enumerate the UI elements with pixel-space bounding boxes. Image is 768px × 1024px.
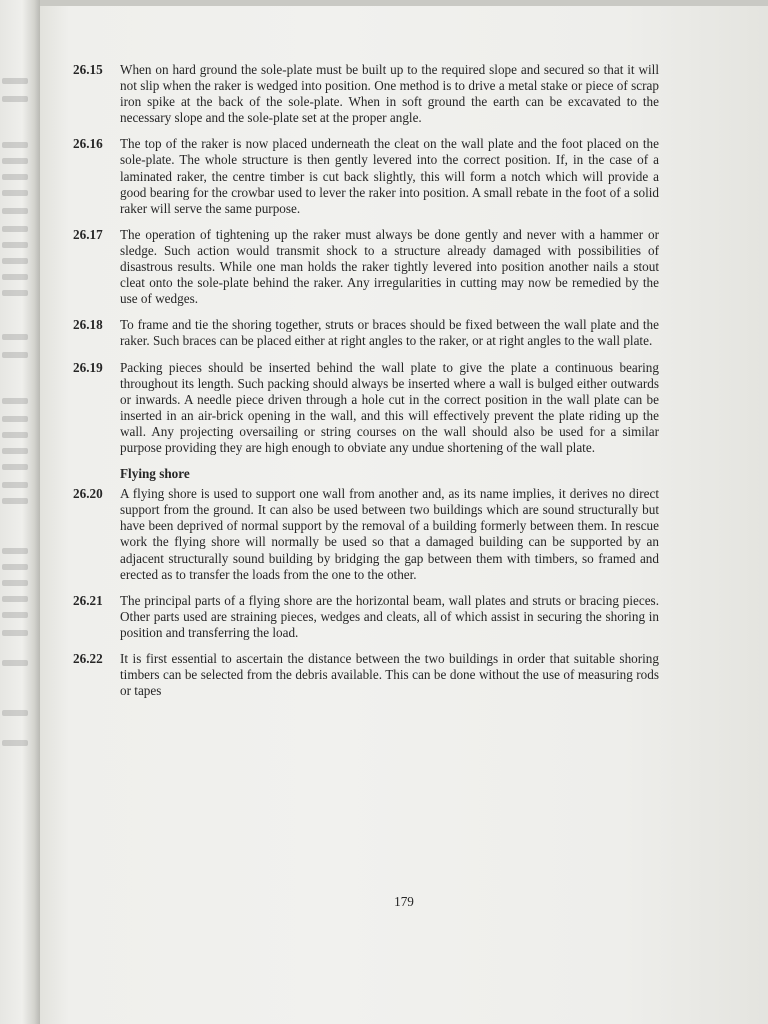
ghost-text-line xyxy=(2,630,28,636)
ghost-text-line xyxy=(2,158,28,164)
paragraph-text: Packing pieces should be inserted behind the wall plate to give the plate a continuous bearing throughout its length. Such packing should always be inserted where a wall is bulged either outwards or inwards. A needle piece driven through a hole cut in the correct position in the wall plate can be inserted in an air-brick opening in the wall, and this will effectively prevent the plate riding up the wall. Any projecting oversailing or string courses on the wall should also be used for a similar purpose providing they are high enough to obviate any undue shortening of the wall plate. xyxy=(120,359,659,455)
ghost-text-line xyxy=(2,274,28,280)
ghost-text-line xyxy=(2,174,28,180)
ghost-text-line xyxy=(2,710,28,716)
ghost-text-line xyxy=(2,242,28,248)
paragraph-number: 26.22 xyxy=(73,651,103,666)
ghost-text-line xyxy=(2,290,28,296)
ghost-text-line xyxy=(2,580,28,586)
ghost-text-line xyxy=(2,78,28,84)
ghost-text-line xyxy=(2,258,28,264)
paragraph-number: 26.17 xyxy=(73,226,103,242)
paragraph-number: 26.15 xyxy=(73,62,103,77)
paragraph-number: 26.20 xyxy=(73,486,103,502)
paragraph-26-18 xyxy=(73,317,659,349)
paragraph-text: To frame and tie the shoring together, struts or braces should be fixed between the wall plate and the raker. Such braces can be placed either at right angles to the raker, or at right angles to the wall plate. xyxy=(120,317,659,349)
book-page xyxy=(40,6,768,1024)
ghost-text-line xyxy=(2,416,28,422)
paragraph-26-22 xyxy=(73,651,659,699)
paragraph-text: The principal parts of a flying shore are the horizontal beam, wall plates and struts or bracing pieces. Other parts used are straining pieces, wedges and cleats, all of which assist in securing the shoring in position and transferring the load. xyxy=(120,592,659,640)
page-content xyxy=(73,62,659,709)
paragraph-text: When on hard ground the sole-plate must be built up to the required slope and secured so that it will not slip when the raker is wedged into position. One method is to drive a metal stake or piece of scrap iron spike at the back of the sole-plate. When in soft ground the earth can be excavated to the necessary slope and the sole-plate set at the proper angle. xyxy=(120,62,659,126)
paragraph-26-19 xyxy=(73,360,659,457)
paragraph-26-20 xyxy=(73,486,659,583)
ghost-text-line xyxy=(2,548,28,554)
facing-page-edge xyxy=(0,0,40,1024)
paragraph-text: The operation of tightening up the raker must always be done gently and never with a hammer or sledge. Such action would transmit shock to a structure already damaged with possibilities of disastrous results. While one man holds the raker tightly levered into position another nails a stout cleat onto the sole-plate behind the raker. Any irregularities in cutting may now be remedied by the use of wedges. xyxy=(120,226,659,307)
paragraph-26-16 xyxy=(73,136,659,216)
paragraph-text: A flying shore is used to support one wall from another and, as its name implies, it derives no direct support from the ground. It can also be used between two buildings which are sound structurally but have been deprived of normal support by the removal of a building formerly between them. In rescue work the flying shore will normally be used so that a damaged building can be supported by an adjacent structurally sound building by bridging the gap between them with timbers, so framed and erected as to transfer the loads from the one to the other. xyxy=(120,486,659,582)
ghost-text-line xyxy=(2,190,28,196)
ghost-text-line xyxy=(2,660,28,666)
ghost-text-line xyxy=(2,612,28,618)
paragraph-number: 26.16 xyxy=(73,136,103,152)
ghost-text-line xyxy=(2,498,28,504)
ghost-text-line xyxy=(2,226,28,232)
ghost-text-line xyxy=(2,448,28,454)
ghost-text-line xyxy=(2,740,28,746)
page-number: 179 xyxy=(394,894,414,909)
paragraph-number: 26.21 xyxy=(73,592,103,608)
paragraph-26-21 xyxy=(73,593,659,641)
ghost-text-line xyxy=(2,432,28,438)
paragraph-number: 26.19 xyxy=(73,359,103,375)
ghost-text-line xyxy=(2,142,28,148)
ghost-text-line xyxy=(2,208,28,214)
ghost-text-line xyxy=(2,334,28,340)
ghost-text-line xyxy=(2,564,28,570)
section-heading: Flying shore xyxy=(120,466,190,482)
ghost-text-line xyxy=(2,398,28,404)
paragraph-26-17 xyxy=(73,227,659,307)
ghost-text-line xyxy=(2,596,28,602)
paragraph-number: 26.18 xyxy=(73,317,103,333)
paragraph-26-15 xyxy=(73,62,659,126)
paragraph-text: The top of the raker is now placed underneath the cleat on the wall plate and the foot placed on the sole-plate. The whole structure is then gently levered into the correct position. If, in the case of a laminated raker, the centre timber is cut back slightly, this will form a notch which will provide a good bearing for the crowbar used to lever the raker into position. A small rebate in the foot of a solid raker will serve the same purpose. xyxy=(120,136,659,216)
paragraph-text: It is first essential to ascertain the distance between the two buildings in order that suitable shoring timbers can be selected from the debris available. This can be done without the use of measuring rods or tapes xyxy=(120,651,659,699)
ghost-text-line xyxy=(2,96,28,102)
ghost-text-line xyxy=(2,464,28,470)
ghost-text-line xyxy=(2,352,28,358)
ghost-text-line xyxy=(2,482,28,488)
